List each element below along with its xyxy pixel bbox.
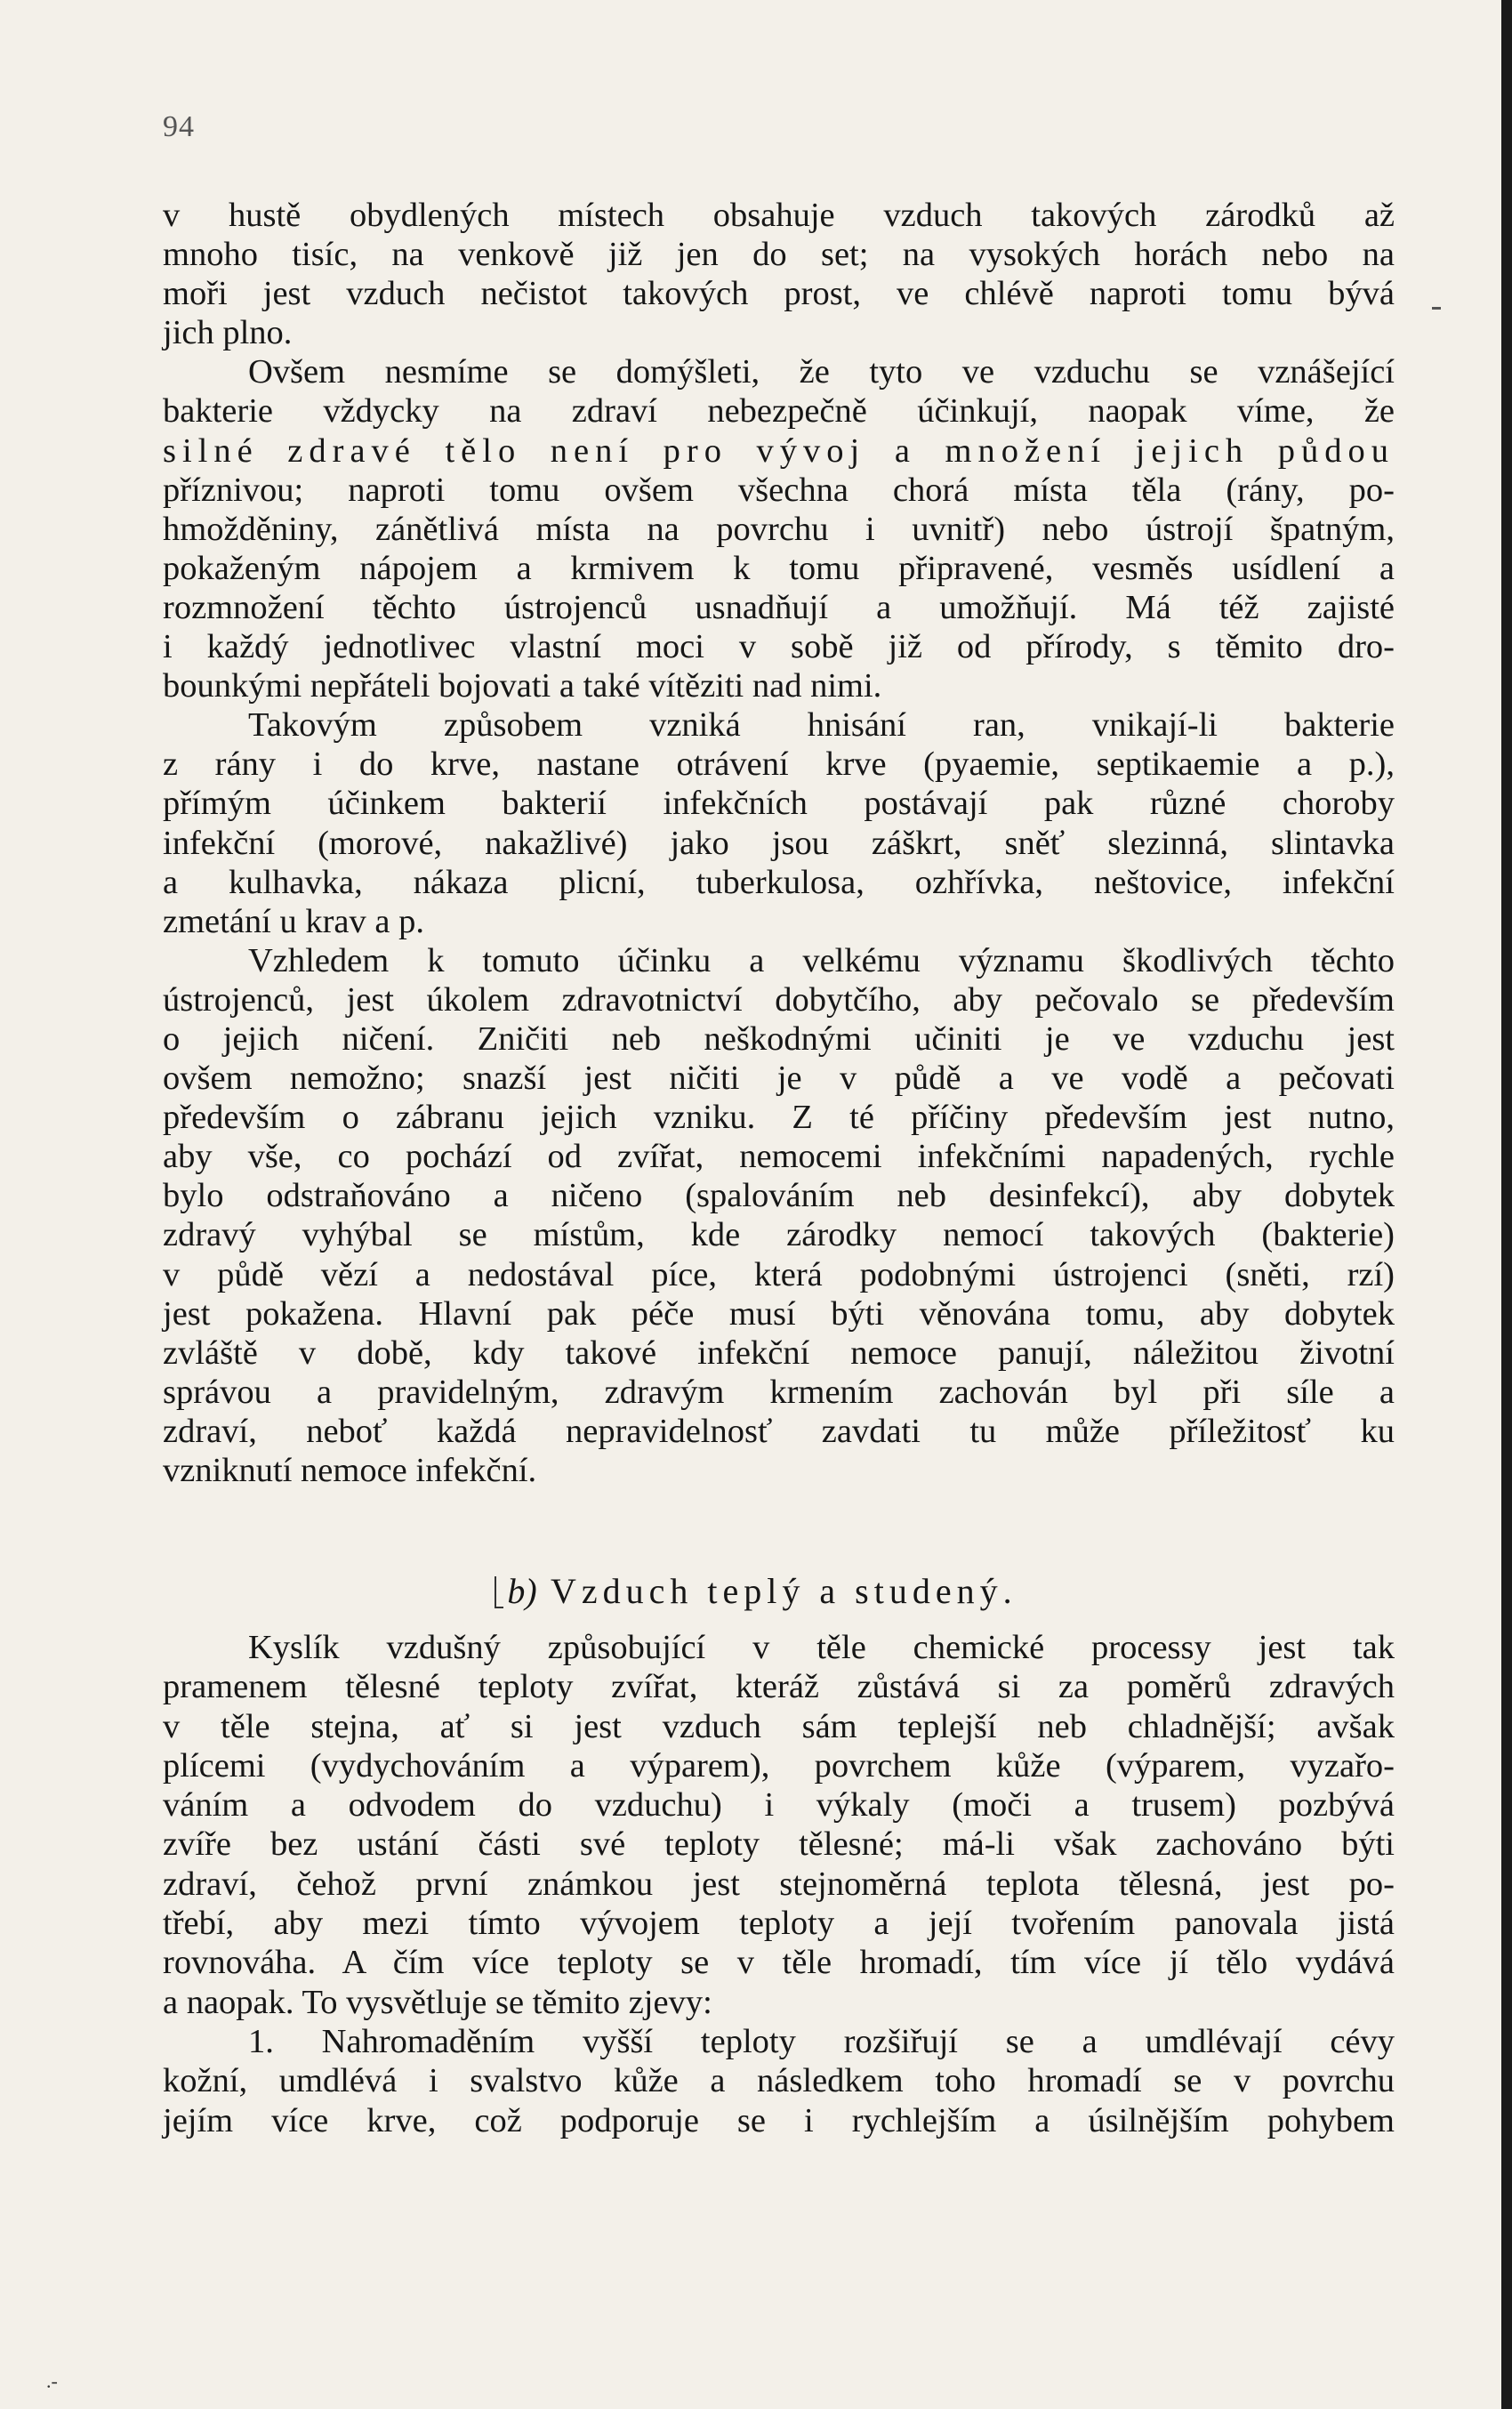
text-line: ovšem nemožno; snazší jest ničiti je v půdě a ve vodě a pečovati [163, 1059, 1395, 1098]
paragraph [163, 2022, 1395, 2140]
text-line: 1. Nahromaděním vyšší teploty rozšiřují se a umdlévají cévy [248, 2022, 1395, 2060]
paragraph [163, 941, 1395, 1490]
text-line: infekční (morové, nakažlivé) jako jsou záškrt, sněť slezinná, slintavka [163, 824, 1395, 862]
section-letter: b) [507, 1571, 537, 1611]
text-line: příznivou; naproti tomu ovšem všechna chorá místa těla (rány, po- [163, 471, 1395, 509]
text-line: bakterie vždycky na zdraví nebezpečně účinkují, naopak víme, že [163, 392, 1395, 431]
text-line: a kulhavka, nákaza plicní, tuberkulosa, ozhřívka, neštovice, infekční [163, 863, 1395, 901]
paragraph [163, 1628, 1395, 2022]
text-line: třebí, aby mezi tímto vývojem teploty a její tvořením panovala jistá [163, 1905, 1395, 1943]
text-line: silné zdravé tělo není pro vývoj a množení jejich půdou [163, 431, 1395, 470]
text-block-before-heading [163, 196, 1395, 1490]
text-line: kožní, umdlévá i svalstvo kůže a následkem toho hromadí se v povrchu [163, 2062, 1395, 2100]
text-line: Ovšem nesmíme se domýšleti, že tyto ve vzduchu se vznášející [248, 353, 1395, 391]
margin-dash-mark [1432, 307, 1441, 310]
text-line: vzniknutí nemoce infekční. [163, 1452, 537, 1489]
paragraph [163, 352, 1395, 705]
text-line: z rány i do krve, nastane otrávení krve (pyaemie, septikaemie a p.), [163, 745, 1395, 784]
text-line: v půdě vězí a nedostával píce, která podobnými ústrojenci (sněti, rzí) [163, 1255, 1395, 1293]
text-block-after-heading [163, 1628, 1395, 2140]
text-line: jich plno. [163, 314, 293, 352]
text-line: pokaženým nápojem a krmivem k tomu připravené, vesměs usídlení a [163, 549, 1395, 587]
paragraph [163, 196, 1395, 352]
text-line: především o zábranu jejich vzniku. Z té příčiny především jest nutno, [163, 1099, 1395, 1137]
pencil-bracket-mark [495, 1576, 503, 1608]
section-heading [0, 1570, 1512, 1612]
text-line: hmožděniny, zánětlivá místa na povrchu i uvnitř) nebo ústrojí špatným, [163, 510, 1395, 548]
text-line: váním a odvodem do vzduchu) i výkaly (moči a trusem) pozbývá [163, 1786, 1395, 1825]
page-number: 94 [163, 110, 195, 143]
text-line: pramenem tělesné teploty zvířat, kteráž zůstává si za poměrů zdravých [163, 1668, 1395, 1706]
text-line: v těle stejna, ať si jest vzduch sám teplejší neb chladnější; avšak [163, 1707, 1395, 1745]
text-line: plícemi (vydychováním a výparem), povrchem kůže (výparem, vyzařo- [163, 1746, 1395, 1785]
text-line: Kyslík vzdušný způsobující v těle chemické processy jest tak [248, 1629, 1395, 1666]
text-line: rovnováha. A čím více teploty se v těle hromadí, tím více jí tělo vydává [163, 1944, 1395, 1982]
text-line: zvláště v době, kdy takové infekční nemoce panují, náležitou životní [163, 1333, 1395, 1372]
text-line: zvíře bez ustání části své teploty tělesné; má-li však zachováno býti [163, 1825, 1395, 1864]
text-line: o jejich ničení. Zničiti neb neškodnými učiniti je ve vzduchu jest [163, 1019, 1395, 1058]
text-line: bylo odstraňováno a ničeno (spalováním neb desinfekcí), aby dobytek [163, 1177, 1395, 1215]
text-line: jest pokažena. Hlavní pak péče musí býti věnována tomu, aby dobytek [163, 1294, 1395, 1333]
text-line: a naopak. To vysvětluje se těmito zjevy: [163, 1983, 712, 2021]
text-line: aby vše, co pochází od zvířat, nemocemi infekčními napadených, rychle [163, 1138, 1395, 1176]
text-line: zdravý vyhýbal se místům, kde zárodky nemocí takových (bakterie) [163, 1216, 1395, 1254]
text-line: přímým účinkem bakterií infekčních postávají pak různé choroby [163, 785, 1395, 823]
text-line: rozmnožení těchto ústrojenců usnadňují a umožňují. Má též zajisté [163, 588, 1395, 626]
text-line: ústrojenců, jest úkolem zdravotnictví dobytčího, aby pečovalo se především [163, 980, 1395, 1019]
text-line: zdraví, čehož první známkou jest stejnoměrná teplota tělesná, jest po- [163, 1865, 1395, 1903]
section-title: Vzduch teplý a studený. [551, 1571, 1017, 1611]
text-line: Takovým způsobem vzniká hnisání ran, vnikají-li bakterie [248, 706, 1395, 745]
text-line: bounkými nepřáteli bojovati a také vítěziti nad nimi. [163, 667, 882, 705]
text-line: v hustě obydlených místech obsahuje vzduch takových zárodků až [163, 197, 1395, 234]
text-line: moři jest vzduch nečistot takových prost, ve chlévě naproti tomu bývá [163, 275, 1395, 313]
text-line: mnoho tisíc, na venkově již jen do set; na vysokých horách nebo na [163, 236, 1395, 274]
paragraph [163, 705, 1395, 941]
text-line: zdraví, neboť každá nepravidelnosť zavdati tu může příležitosť ku [163, 1412, 1395, 1450]
text-line: zmetání u krav a p. [163, 902, 424, 940]
text-line: Vzhledem k tomuto účinku a velkému významu škodlivých těchto [248, 941, 1395, 979]
text-line: správou a pravidelným, zdravým krmením zachován byl při síle a [163, 1373, 1395, 1411]
corner-scan-mark: .- [46, 2370, 58, 2392]
text-line: i každý jednotlivec vlastní moci v sobě již od přírody, s těmito dro- [163, 628, 1395, 666]
text-line: jejím více krve, což podporuje se i rychlejším a úsilnějším pohybem [163, 2101, 1395, 2139]
